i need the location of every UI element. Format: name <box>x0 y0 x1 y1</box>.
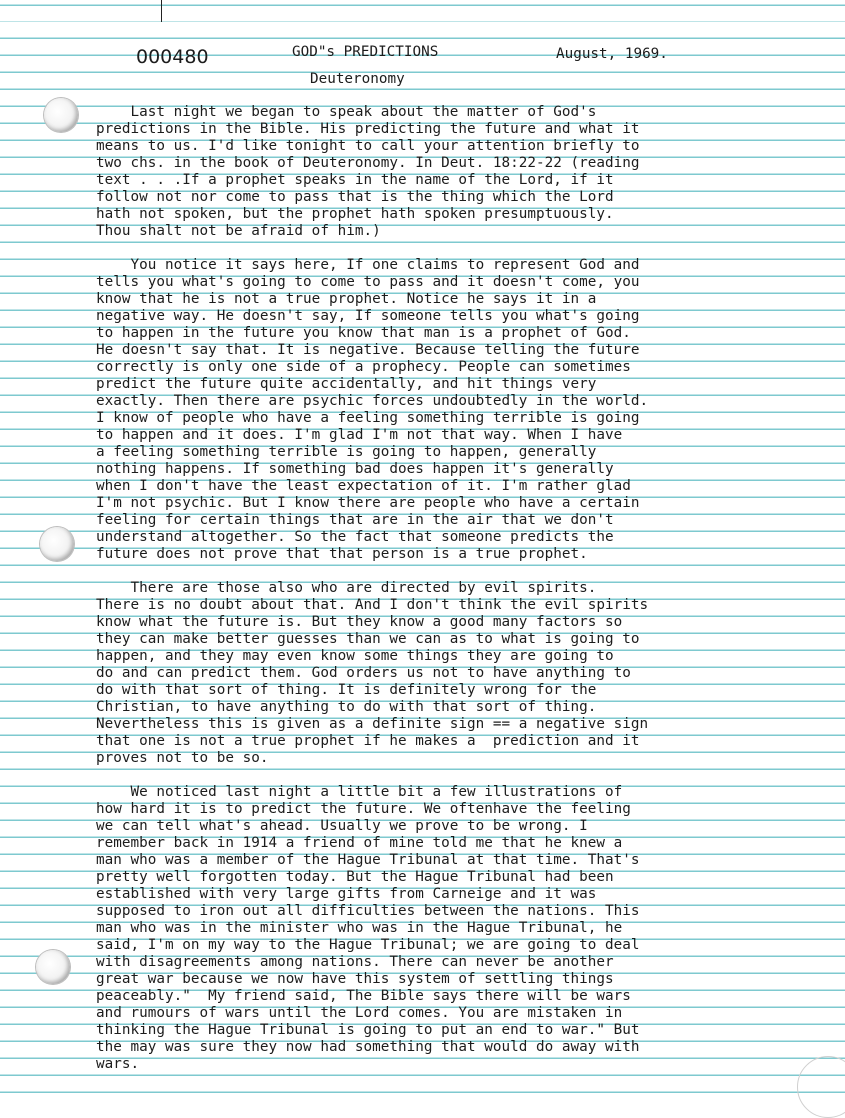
text-line: do and can predict them. God orders us not to have anything to <box>96 665 631 681</box>
text-line: I know of people who have a feeling something terrible is going <box>96 410 640 426</box>
text-line: know that he is not a true prophet. Notice he says it in a <box>96 291 597 307</box>
text-line: thinking the Hague Tribunal is going to put an end to war." But <box>96 1022 640 1038</box>
paragraph <box>96 257 776 563</box>
binder-hole-bottom <box>36 950 70 984</box>
text-line: happen, and they may even know some things they are going to <box>96 648 614 664</box>
text-line: when I don't have the least expectation of it. I'm rather glad <box>96 478 631 494</box>
text-line: the may was sure they now had something that would do away with <box>96 1039 640 1055</box>
text-line: they can make better guesses than we can as to what is going to <box>96 631 640 647</box>
text-line: and rumours of wars until the Lord comes. You are mistaken in <box>96 1005 623 1021</box>
text-line: He doesn't say that. It is negative. Because telling the future <box>96 342 640 358</box>
text-line: established with very large gifts from Carneige and it was <box>96 886 597 902</box>
text-line: know what the future is. But they know a good many factors so <box>96 614 623 630</box>
text-line: do with that sort of thing. It is definitely wrong for the <box>96 682 597 698</box>
text-line: pretty well forgotten today. But the Hague Tribunal had been <box>96 869 614 885</box>
paragraph <box>96 784 776 1073</box>
text-line: predictions in the Bible. His predicting the future and what it <box>96 121 640 137</box>
text-line: means to us. I'd like tonight to call your attention briefly to <box>96 138 640 154</box>
text-line: predict the future quite accidentally, and hit things very <box>96 376 597 392</box>
text-line: great war because we now have this system of settling things <box>96 971 614 987</box>
text-line: nothing happens. If something bad does happen it's generally <box>96 461 614 477</box>
text-line: correctly is only one side of a prophecy. People can sometimes <box>96 359 631 375</box>
text-line: with disagreements among nations. There can never be another <box>96 954 614 970</box>
text-line: how hard it is to predict the future. We oftenhave the feeling <box>96 801 631 817</box>
document-subtitle: Deuteronomy <box>310 71 405 87</box>
binder-hole-middle <box>40 527 74 561</box>
binder-hole-top <box>44 98 78 132</box>
text-line: hath not spoken, but the prophet hath spoken presumptuously. <box>96 206 614 222</box>
text-line: we can tell what's ahead. Usually we prove to be wrong. I <box>96 818 588 834</box>
text-line: future does not prove that that person is a true prophet. <box>96 546 588 562</box>
text-line: text . . .If a prophet speaks in the name of the Lord, if it <box>96 172 614 188</box>
text-line: tells you what's going to come to pass and it doesn't come, you <box>96 274 640 290</box>
text-line: proves not to be so. <box>96 750 269 766</box>
text-line: follow not nor come to pass that is the thing which the Lord <box>96 189 614 205</box>
document-number: 000480 <box>136 46 209 68</box>
text-line: negative way. He doesn't say, If someone tells you what's going <box>96 308 640 324</box>
document-title: GOD"s PREDICTIONS <box>292 44 439 60</box>
paragraph <box>96 104 776 240</box>
text-line: that one is not a true prophet if he makes a prediction and it <box>96 733 640 749</box>
document-date: August, 1969. <box>556 46 668 62</box>
text-line: Last night we began to speak about the matter of God's <box>96 104 597 120</box>
text-line: remember back in 1914 a friend of mine told me that he knew a <box>96 835 623 851</box>
text-line: There is no doubt about that. And I don't think the evil spirits <box>96 597 649 613</box>
text-line: Thou shalt not be afraid of him.) <box>96 223 381 239</box>
text-line: There are those also who are directed by evil spirits. <box>96 580 597 596</box>
text-line: You notice it says here, If one claims to represent God and <box>96 257 640 273</box>
paragraph <box>96 580 776 767</box>
margin-rule <box>161 0 162 22</box>
text-line: I'm not psychic. But I know there are people who have a certain <box>96 495 640 511</box>
text-line: peaceably." My friend said, The Bible says there will be wars <box>96 988 631 1004</box>
text-line: two chs. in the book of Deuteronomy. In Deut. 18:22-22 (reading <box>96 155 640 171</box>
text-line: man who was in the minister who was in the Hague Tribunal, he <box>96 920 623 936</box>
text-line: Nevertheless this is given as a definite sign == a negative sign <box>96 716 649 732</box>
text-line: said, I'm on my way to the Hague Tribunal; we are going to deal <box>96 937 640 953</box>
text-line: understand altogether. So the fact that someone predicts the <box>96 529 614 545</box>
text-line: wars. <box>96 1056 140 1072</box>
text-line: a feeling something terrible is going to happen, generally <box>96 444 597 460</box>
text-line: to happen in the future you know that man is a prophet of God. <box>96 325 631 341</box>
text-line: Christian, to have anything to do with that sort of thing. <box>96 699 597 715</box>
text-line: man who was a member of the Hague Tribunal at that time. That's <box>96 852 640 868</box>
text-line: feeling for certain things that are in the air that we don't <box>96 512 614 528</box>
text-line: supposed to iron out all difficulties between the nations. This <box>96 903 640 919</box>
page-corner <box>797 1056 845 1118</box>
text-line: We noticed last night a little bit a few illustrations of <box>96 784 623 800</box>
text-line: to happen and it does. I'm glad I'm not that way. When I have <box>96 427 623 443</box>
text-line: exactly. Then there are psychic forces undoubtedly in the world. <box>96 393 649 409</box>
body-text <box>96 104 776 1090</box>
